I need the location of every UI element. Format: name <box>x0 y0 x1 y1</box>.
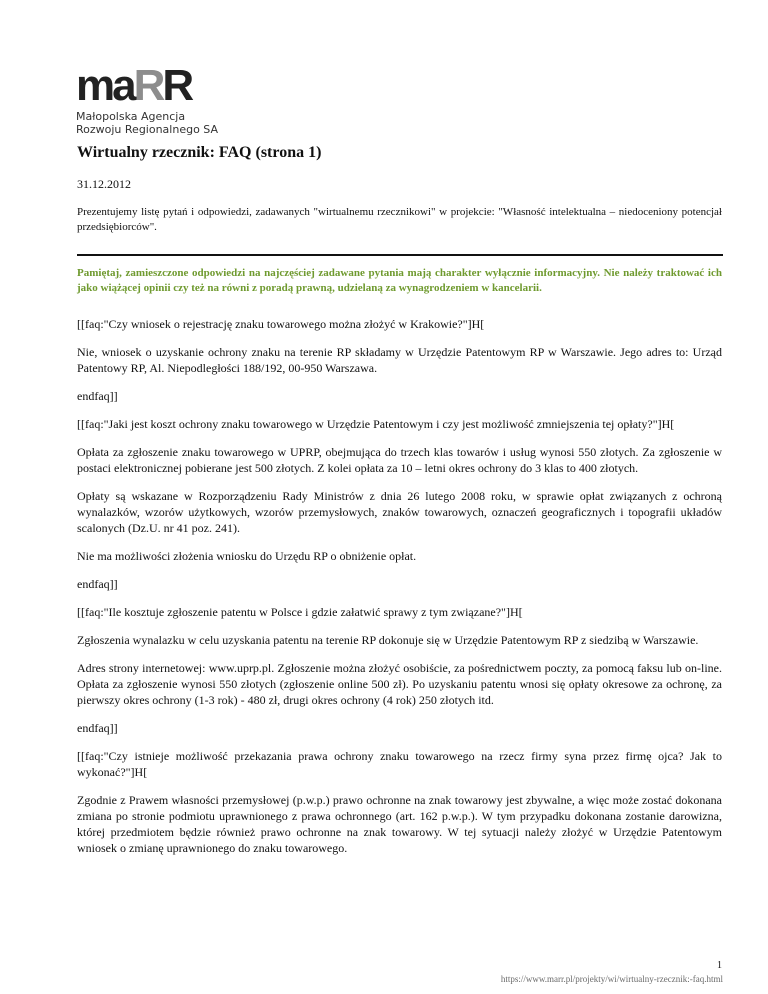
legal-notice: Pamiętaj, zamieszczone odpowiedzi na najczęściej zadawane pytania mają charakter wyłącznie informacyjny. Nie należy traktować ich jako wiążącej opinii czy też na równi z poradą prawną, udzielaną za wynagrodzeniem w kancelarii. <box>77 267 722 294</box>
faq-paragraph: Adres strony internetowej: www.uprp.pl. Zgłoszenie można złożyć osobiście, za pośrednictwem poczty, za pomocą faksu lub on-line. Opłata za zgłoszenie wynosi 550 złotych (zgłoszenie online 500 zł). Po uzyskaniu patentu wnosi się opłaty okresowe za ochronę, za pierwszy okres ochrony (1-3 rok) - 480 zł, drugi okres ochrony (4 rok) 250 złotych itd. <box>77 661 722 707</box>
page-title: Wirtualny rzecznik: FAQ (strona 1) <box>77 144 322 161</box>
faq-paragraph: [[faq:"Jaki jest koszt ochrony znaku towarowego w Urzędzie Patentowym i czy jest możliwość zmniejszenia tej opłaty?"]H[ <box>77 417 675 431</box>
faq-paragraph: [[faq:"Czy istnieje możliwość przekazania prawa ochrony znaku towarowego na rzecz firmy syna przez firmę ojca? Jak to wykonać?"]H[ <box>77 749 722 779</box>
divider <box>77 254 723 256</box>
faq-paragraph: [[faq:"Ile kosztuje zgłoszenie patentu w Polsce i gdzie załatwić sprawy z tym związane?"]H[ <box>77 605 523 619</box>
intro-text: Prezentujemy listę pytań i odpowiedzi, zadawanych "wirtualnemu rzecznikowi" w projekcie: "Własność intelektualna – niedoceniony potencjał przedsiębiorców". <box>77 206 722 233</box>
footer-url: https://www.marr.pl/projekty/wi/wirtualny-rzecznik:-faq.html <box>500 974 723 984</box>
logo-line-2: Rozwoju Regionalnego SA <box>76 123 219 136</box>
faq-paragraph: Opłaty są wskazane w Rozporządzeniu Rady Ministrów z dnia 26 lutego 2008 roku, w sprawie opłat związanych z ochroną wynalazków, wzorów użytkowych, wzorów przemysłowych, znaków towarowych, oznaczeń geograficznych i topografii układów scalonych (Dz.U. nr 41 poz. 241). <box>77 489 722 535</box>
faq-paragraph: endfaq]] <box>77 721 118 735</box>
marr-logo <box>76 61 236 136</box>
faq-body <box>77 316 722 868</box>
faq-paragraph: Nie ma możliwości złożenia wniosku do Urzędu RP o obniżenie opłat. <box>77 549 417 563</box>
page-number: 1 <box>717 960 722 971</box>
logo-wordmark: maRR <box>76 61 192 110</box>
faq-paragraph: Nie, wniosek o uzyskanie ochrony znaku na terenie RP składamy w Urzędzie Patentowym RP w Warszawie. Jego adres to: Urząd Patentowy RP, Al. Niepodległości 188/192, 00-950 Warszawa. <box>77 345 722 375</box>
logo-subtitle <box>76 110 236 136</box>
faq-paragraph: endfaq]] <box>77 389 118 403</box>
publish-date: 31.12.2012 <box>77 177 131 191</box>
faq-paragraph: Opłata za zgłoszenie znaku towarowego w UPRP, obejmująca do trzech klas towarów i usług wynosi 550 złotych. Za zgłoszenie w postaci elektronicznej pobierane jest 500 złotych. Z kolei opłata za 10 – letni okres ochrony do 3 klas to 400 złotych. <box>77 445 722 475</box>
faq-paragraph: endfaq]] <box>77 577 118 591</box>
faq-paragraph: [[faq:"Czy wniosek o rejestrację znaku towarowego można złożyć w Krakowie?"]H[ <box>77 317 485 331</box>
faq-paragraph: Zgłoszenia wynalazku w celu uzyskania patentu na terenie RP dokonuje się w Urzędzie Patentowym RP z siedzibą w Warszawie. <box>77 633 699 647</box>
logo-line-1: Małopolska Agencja <box>76 110 186 123</box>
faq-paragraph: Zgodnie z Prawem własności przemysłowej (p.w.p.) prawo ochronne na znak towarowy jest zbywalne, a więc może zostać dokonana zmiana po stronie podmiotu uprawnionego z prawa ochronnego (art. 162 p.w.p.). W tym przypadku dokonana zostanie darowizna, której przedmiotem będzie również prawo ochronne na znak towarowy. W tej sytuacji należy złożyć w Urzędzie Patentowym wniosek o zmianę uprawnionego do znaku towarowego. <box>77 793 722 855</box>
